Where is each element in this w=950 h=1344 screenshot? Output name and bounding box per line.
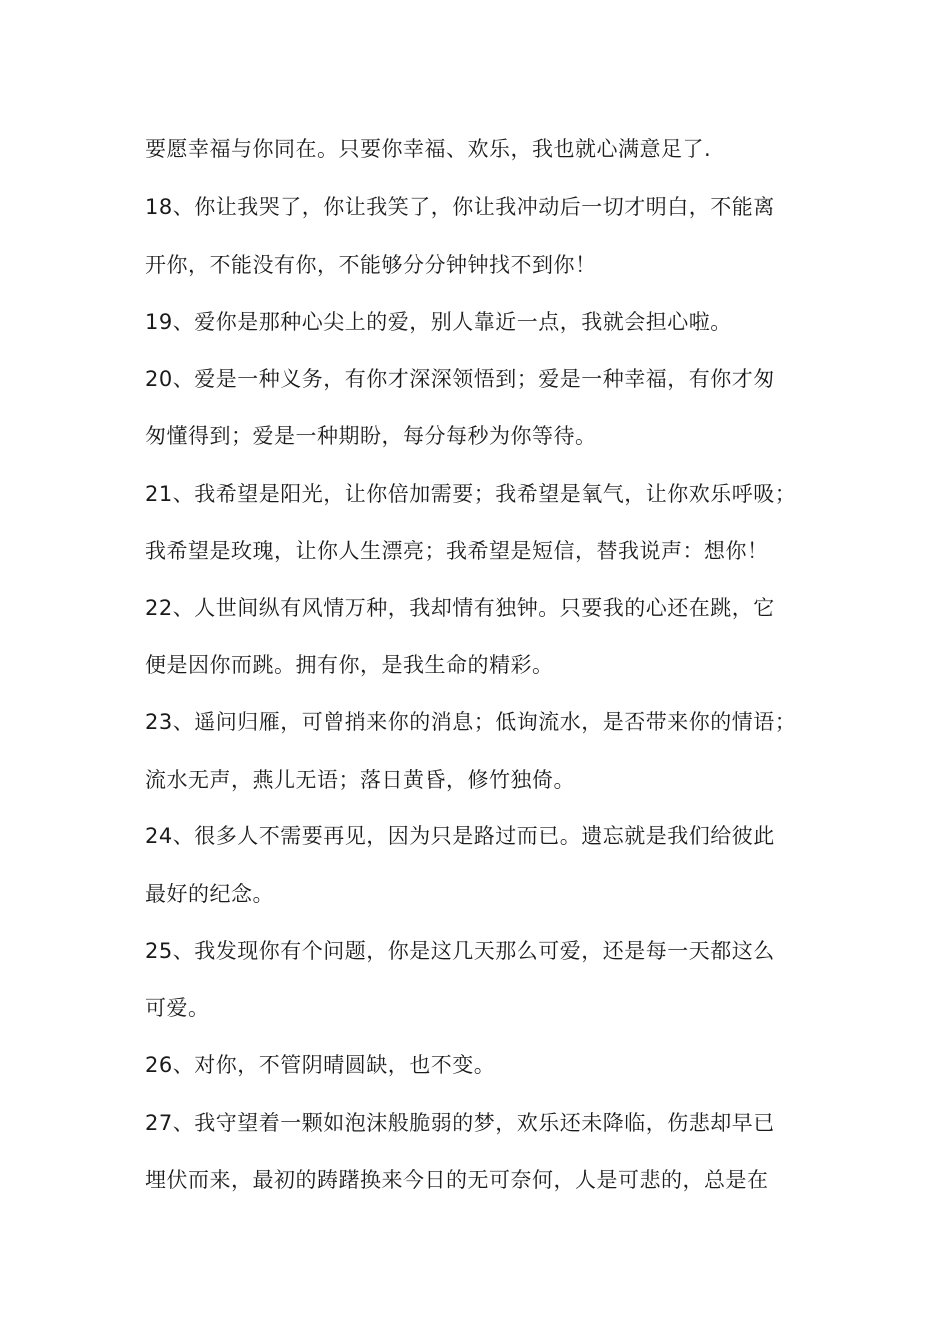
text-line: 26、对你，不管阴晴圆缺，也不变。	[145, 1053, 496, 1077]
text-line: 18、你让我哭了，你让我笑了，你让我冲动后一切才明白，不能离	[145, 195, 775, 219]
text-line: 22、人世间纵有风情万种，我却情有独钟。只要我的心还在跳，它	[145, 596, 775, 620]
text-line: 我希望是玫瑰，让你人生漂亮；我希望是短信，替我说声：想你！	[145, 539, 769, 563]
text-line: 开你，不能没有你，不能够分分钟钟找不到你！	[145, 253, 597, 277]
text-line: 最好的纪念。	[145, 882, 274, 906]
text-line: 27、我守望着一颗如泡沫般脆弱的梦，欢乐还未降临，伤悲却早已	[145, 1111, 775, 1135]
text-line: 21、我希望是阳光，让你倍加需要；我希望是氧气，让你欢乐呼吸；	[145, 482, 797, 506]
text-line: 20、爱是一种义务，有你才深深领悟到；爱是一种幸福，有你才匆	[145, 367, 775, 391]
text-line: 24、很多人不需要再见，因为只是路过而已。遗忘就是我们给彼此	[145, 824, 775, 848]
text-line: 便是因你而跳。拥有你，是我生命的精彩。	[145, 653, 554, 677]
text-line: 23、遥问归雁，可曾捎来你的消息；低询流水，是否带来你的情语；	[145, 710, 797, 734]
text-line: 匆懂得到；爱是一种期盼，每分每秒为你等待。	[145, 424, 597, 448]
text-line: 流水无声，燕儿无语；落日黄昏，修竹独倚。	[145, 768, 575, 792]
text-line: 19、爱你是那种心尖上的爱，别人靠近一点，我就会担心啦。	[145, 310, 732, 334]
text-line: 要愿幸福与你同在。只要你幸福、欢乐，我也就心满意足了.	[145, 137, 712, 161]
text-line: 埋伏而来，最初的踌躇换来今日的无可奈何，人是可悲的，总是在	[145, 1168, 769, 1192]
text-line: 25、我发现你有个问题，你是这几天那么可爱，还是每一天都这么	[145, 939, 775, 963]
text-line: 可爱。	[145, 996, 210, 1020]
